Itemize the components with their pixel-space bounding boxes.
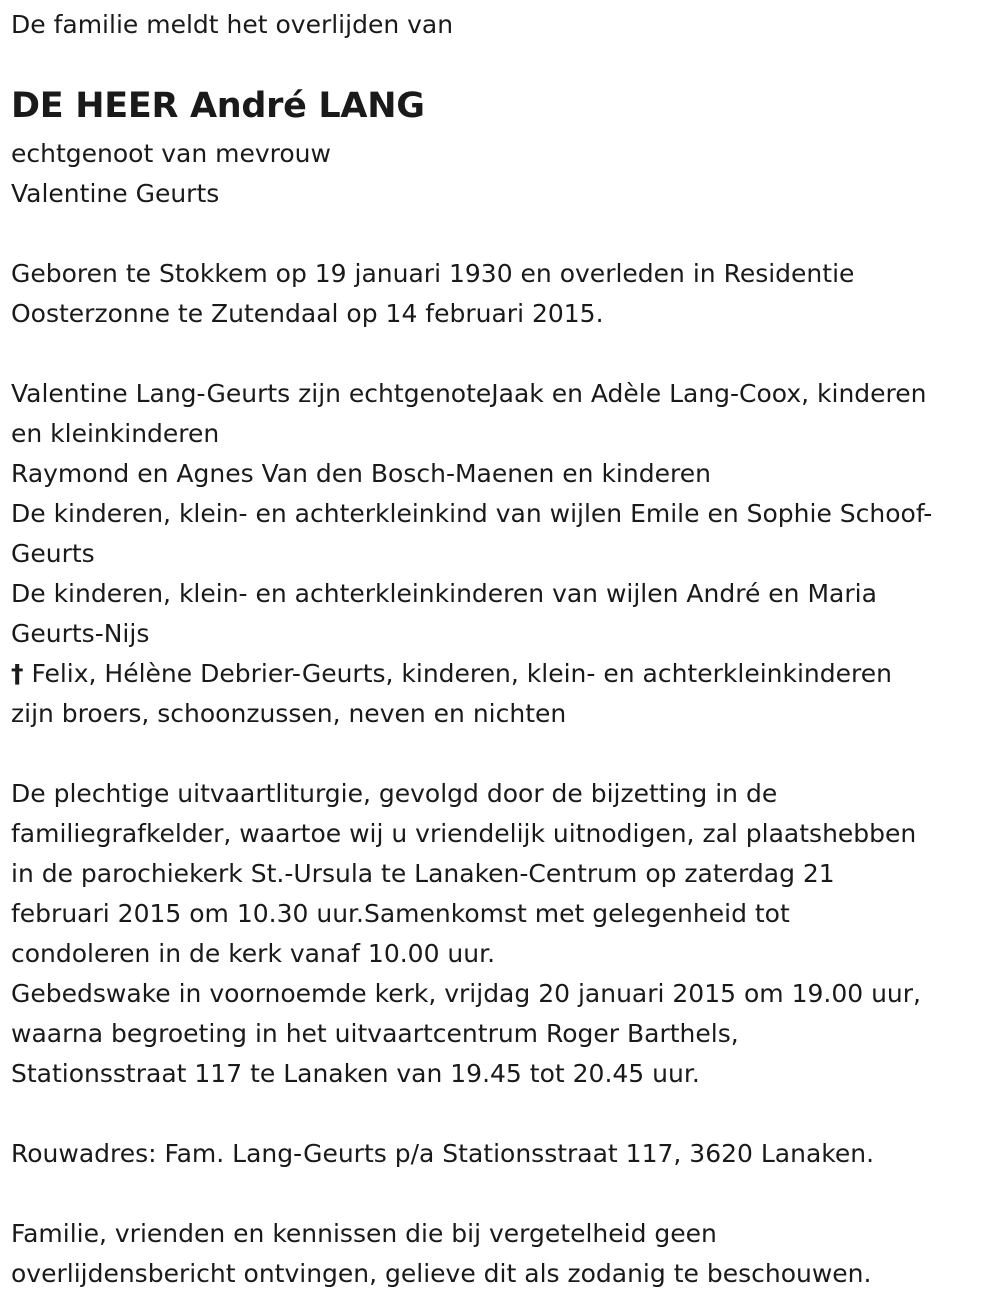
closing-line: Familie, vrienden en kennissen die bij vergetelheid geen — [11, 1219, 717, 1248]
funeral-line: familiegrafkelder, waartoe wij u vriendelijk uitnodigen, zal plaatshebben — [11, 819, 917, 848]
family-line: Valentine Lang-Geurts zijn echtgenoteJaak en Adèle Lang-Coox, kinderen — [11, 379, 927, 408]
family-line: zijn broers, schoonzussen, neven en nichten — [11, 699, 567, 728]
birth-line: Geboren te Stokkem op 19 januari 1930 en overleden in Residentie — [11, 259, 855, 288]
family-line-deceased — [11, 654, 932, 694]
birth-death-block — [11, 254, 854, 334]
family-line: De kinderen, klein- en achterkleinkind van wijlen Emile en Sophie Schoof- — [11, 499, 933, 528]
family-line: Geurts-Nijs — [11, 619, 150, 648]
funeral-line: De plechtige uitvaartliturgie, gevolgd door de bijzetting in de — [11, 779, 778, 808]
funeral-line: waarna begroeting in het uitvaartcentrum Roger Barthels, — [11, 1019, 739, 1048]
deceased-name: DE HEER André LANG — [11, 86, 425, 126]
closing-line: overlijdensbericht ontvingen, gelieve dit als zodanig te beschouwen. — [11, 1259, 872, 1288]
funeral-line: Gebedswake in voornoemde kerk, vrijdag 20 januari 2015 om 19.00 uur, — [11, 979, 921, 1008]
death-line: Oosterzonne te Zutendaal op 14 februari 2015. — [11, 299, 604, 328]
funeral-line: condoleren in de kerk vanaf 10.00 uur. — [11, 939, 496, 968]
spouse-name: Valentine Geurts — [11, 179, 220, 208]
family-line: De kinderen, klein- en achterkleinkinderen van wijlen André en Maria — [11, 579, 877, 608]
family-block — [11, 374, 932, 734]
closing-block — [11, 1214, 871, 1294]
funeral-line: Stationsstraat 117 te Lanaken van 19.45 tot 20.45 uur. — [11, 1059, 700, 1088]
family-line: Raymond en Agnes Van den Bosch-Maenen en kinderen — [11, 459, 711, 488]
spouse-block — [11, 134, 331, 214]
family-line: Geurts — [11, 539, 95, 568]
intro-text: De familie meldt het overlijden van — [11, 10, 454, 39]
funeral-block — [11, 774, 921, 1094]
cross-icon: † — [11, 659, 24, 688]
family-line: en kleinkinderen — [11, 419, 220, 448]
funeral-line: februari 2015 om 10.30 uur.Samenkomst met gelegenheid tot — [11, 899, 790, 928]
mourning-address: Rouwadres: Fam. Lang-Geurts p/a Stationsstraat 117, 3620 Lanaken. — [11, 1139, 875, 1168]
funeral-line: in de parochiekerk St.-Ursula te Lanaken-Centrum op zaterdag 21 — [11, 859, 835, 888]
spouse-line: echtgenoot van mevrouw — [11, 139, 331, 168]
deceased-relatives-text: Felix, Hélène Debrier-Geurts, kinderen, klein- en achterkleinkinderen — [23, 659, 892, 688]
address-block — [11, 1134, 874, 1174]
